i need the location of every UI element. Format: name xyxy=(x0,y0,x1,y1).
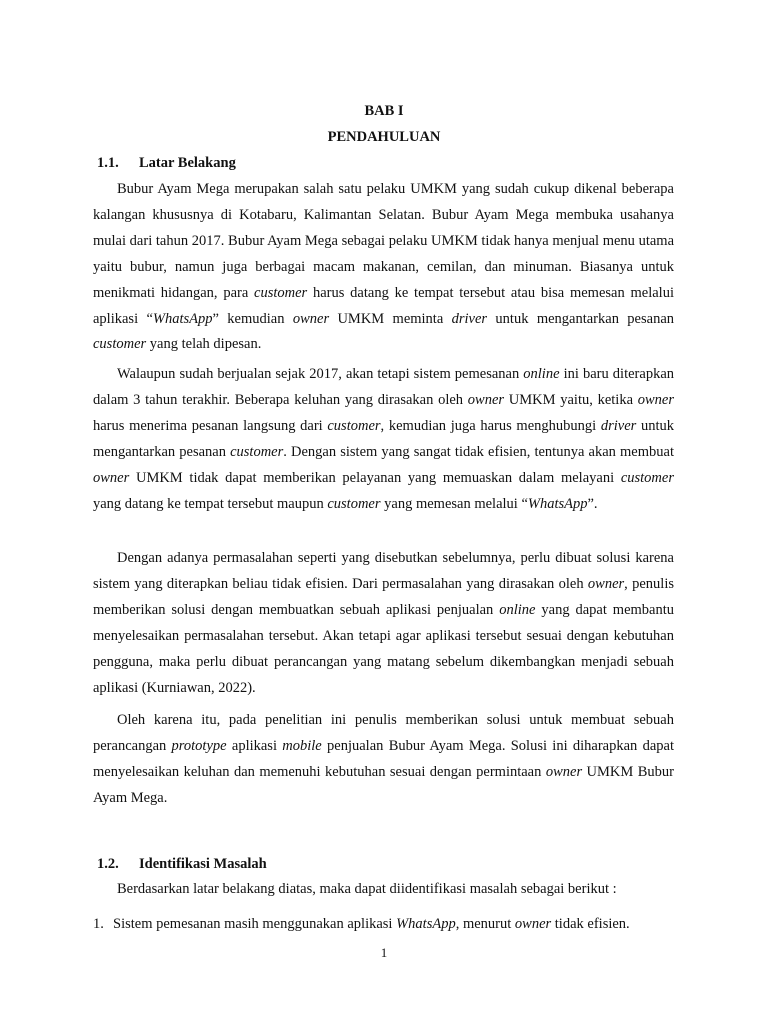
text-run: harus datang ke tempat tersebut atau bisa memesan melalui aplikasi “ xyxy=(93,284,674,327)
italic-text-run: owner xyxy=(637,391,674,408)
italic-text-run: customer xyxy=(620,469,674,486)
text-run: aplikasi xyxy=(226,737,283,754)
italic-text-run: driver xyxy=(451,310,488,327)
list-item xyxy=(93,912,630,938)
italic-text-run: owner xyxy=(587,575,625,592)
italic-text-run: customer xyxy=(327,417,381,434)
paragraph xyxy=(93,546,674,701)
italic-text-run: driver xyxy=(600,417,637,434)
text-run: yang dapat membantu menyelesaikan permasalahan tersebut. Akan tetapi agar aplikasi tersebut sesuai dengan kebutuhan pengguna, maka perlu dibuat perancangan yang matang sebelum dikembangkan menjadi sebuah aplikasi (Kurniawan, 2022). xyxy=(93,601,675,696)
text-run: , penulis memberikan solusi dengan membuatkan sebuah aplikasi penjualan xyxy=(93,575,675,618)
list-item-text xyxy=(113,916,630,932)
text-run: UMKM yaitu, ketika xyxy=(504,391,638,408)
paragraph xyxy=(93,708,674,812)
text-run: ”. xyxy=(587,495,598,512)
italic-text-run: owner xyxy=(545,763,583,780)
paragraph xyxy=(93,362,674,517)
section-title: Latar Belakang xyxy=(139,155,236,171)
chapter-number: BAB I xyxy=(364,103,404,119)
text-run: Sistem pemesanan masih menggunakan aplikasi xyxy=(113,916,397,932)
section-number: 1.2. xyxy=(97,856,119,872)
text-run: , menurut xyxy=(455,916,515,932)
italic-text-run: online xyxy=(499,601,536,618)
text-run: UMKM tidak dapat memberikan pelayanan yang memuaskan dalam melayani xyxy=(129,469,621,486)
text-run: UMKM meminta xyxy=(329,310,452,327)
section-number: 1.1. xyxy=(97,155,119,171)
text-run: UMKM Bubur Ayam Mega. xyxy=(93,763,674,806)
italic-text-run: owner xyxy=(467,391,505,408)
text-run: Bubur Ayam Mega merupakan salah satu pelaku UMKM yang sudah cukup dikenal beberapa kalangan khususnya di Kotabaru, Kalimantan Selatan. Bubur Ayam Mega membuka usahanya mulai dari tahun 2017. Bubur Ayam Mega sebagai pelaku UMKM tidak hanya menjual menu utama yaitu bubur, namun juga berbagai macam makanan, cemilan, dan minuman. Biasanya untuk menikmati hidangan, para xyxy=(93,181,674,301)
text-run: ini baru diterapkan dalam 3 tahun terakhir. Beberapa keluhan yang dirasakan oleh xyxy=(93,366,674,408)
text-run: yang memesan melalui “ xyxy=(380,495,528,512)
text-run: untuk mengantarkan pesanan xyxy=(487,310,675,327)
italic-text-run: customer xyxy=(327,495,381,512)
italic-text-run: WhatsApp xyxy=(527,495,588,512)
italic-text-run: owner xyxy=(514,916,552,932)
italic-text-run: customer xyxy=(254,284,308,301)
text-run: yang datang ke tempat tersebut maupun xyxy=(93,495,328,512)
italic-text-run: WhatsApp xyxy=(152,310,213,327)
text-run: yang telah dipesan. xyxy=(146,336,262,353)
italic-text-run: mobile xyxy=(282,737,322,754)
text-run: Oleh karena itu, pada penelitian ini penulis memberikan solusi untuk membuat sebuah perancangan xyxy=(93,712,674,754)
italic-text-run: WhatsApp xyxy=(396,916,456,932)
page-number: 1 xyxy=(380,945,388,960)
italic-text-run: online xyxy=(523,366,560,382)
italic-text-run: prototype xyxy=(171,737,227,754)
section-intro: Berdasarkan latar belakang diatas, maka dapat diidentifikasi masalah sebagai berikut : xyxy=(117,881,617,897)
text-run: untuk mengantarkan pesanan xyxy=(93,417,675,460)
italic-text-run: customer xyxy=(230,443,284,460)
italic-text-run: owner xyxy=(292,310,330,327)
text-run: penjualan Bubur Ayam Mega. Solusi ini diharapkan dapat menyelesaikan keluhan dan memenuhi kebutuhan sesuai dengan permintaan xyxy=(93,737,674,780)
text-run: ” kemudian xyxy=(212,310,293,327)
text-run: , kemudian juga harus menghubungi xyxy=(380,417,601,434)
text-run: Dengan adanya permasalahan seperti yang disebutkan sebelumnya, perlu dibuat solusi karena sistem yang diterapkan beliau tidak efisien. Dari permasalahan yang dirasakan oleh xyxy=(93,550,674,592)
text-run: tidak efisien. xyxy=(551,916,630,932)
section-heading-identifikasi-masalah xyxy=(97,856,267,873)
italic-text-run: customer xyxy=(93,336,147,353)
text-run: Walaupun sudah berjualan sejak 2017, akan tetapi sistem pemesanan xyxy=(117,366,524,382)
text-run: . Dengan sistem yang sangat tidak efisien, tentunya akan membuat xyxy=(283,443,674,460)
section-heading-latar-belakang xyxy=(97,155,236,172)
list-marker: 1. xyxy=(93,916,104,932)
section-title: Identifikasi Masalah xyxy=(139,856,267,872)
text-run: harus menerima pesanan langsung dari xyxy=(93,417,328,434)
italic-text-run: owner xyxy=(93,469,130,486)
chapter-title: PENDAHULUAN xyxy=(327,129,441,145)
paragraph xyxy=(93,177,674,358)
